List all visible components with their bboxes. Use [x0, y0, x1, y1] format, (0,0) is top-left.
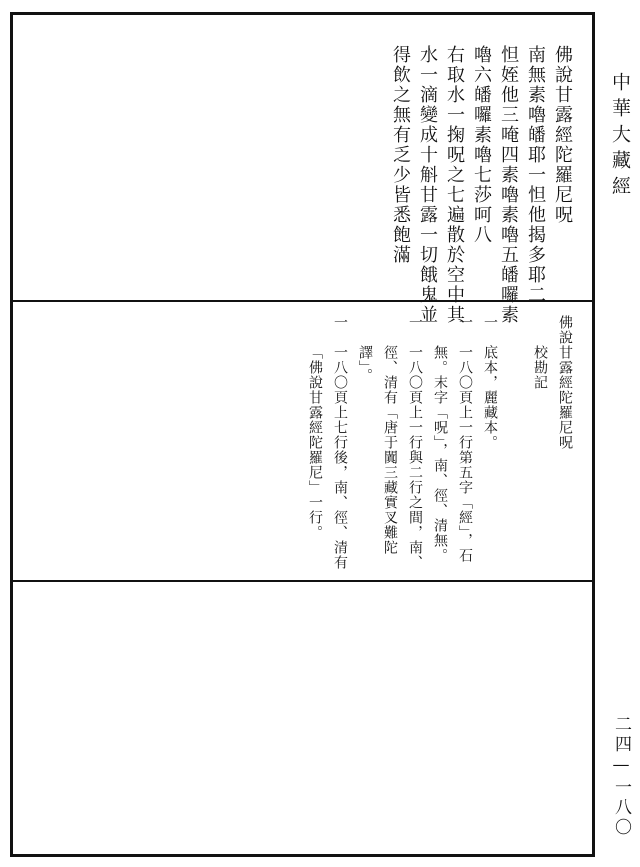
scripture-column: 怛姪他三唵四素嚕素嚕五皤囉素 — [498, 45, 519, 325]
scripture-column: 水一滴變成十斛甘露一切餓鬼並 — [417, 45, 438, 325]
scripture-title: 佛說甘露經陀羅尼呪 — [552, 45, 573, 225]
scripture-column: 南無素嚕皤耶一怛他揭多耶二 — [525, 45, 546, 305]
section-divider-bottom — [13, 580, 592, 582]
collection-title: 中華大藏經 — [609, 72, 631, 202]
scripture-column: 右取水一掬呪之七遍散於空中其 — [444, 45, 465, 325]
collation-item: 一 一八〇頁上七行後，南、徑、清有 — [332, 315, 348, 570]
collation-item: 「佛說甘露經陀羅尼」一行。 — [307, 345, 323, 540]
scripture-column: 嚕六皤囉素嚕七莎呵八 — [471, 45, 492, 245]
collation-item: 無。末字「呪」，南、徑、清無。 — [432, 345, 448, 563]
collation-item: 徑、清有「唐于闐三藏實叉難陀 — [382, 345, 398, 555]
scripture-column: 得飲之無有乏少皆悉飽滿 — [390, 45, 411, 265]
page-number: 二四—一八〇 — [611, 715, 631, 838]
collation-item: 譯」。 — [357, 345, 373, 383]
collation-item: 一 一八〇頁上一行與二行之間，南、 — [407, 315, 423, 570]
collation-item: 一 底本，麗藏本。 — [482, 315, 498, 450]
collation-heading: 佛說甘露經陀羅尼呪 — [557, 315, 573, 450]
page-frame — [10, 12, 595, 857]
collation-subheading: 校勘記 — [532, 345, 548, 390]
collation-item: 一 一八〇頁上一行第五字「經」，石 — [457, 315, 473, 563]
